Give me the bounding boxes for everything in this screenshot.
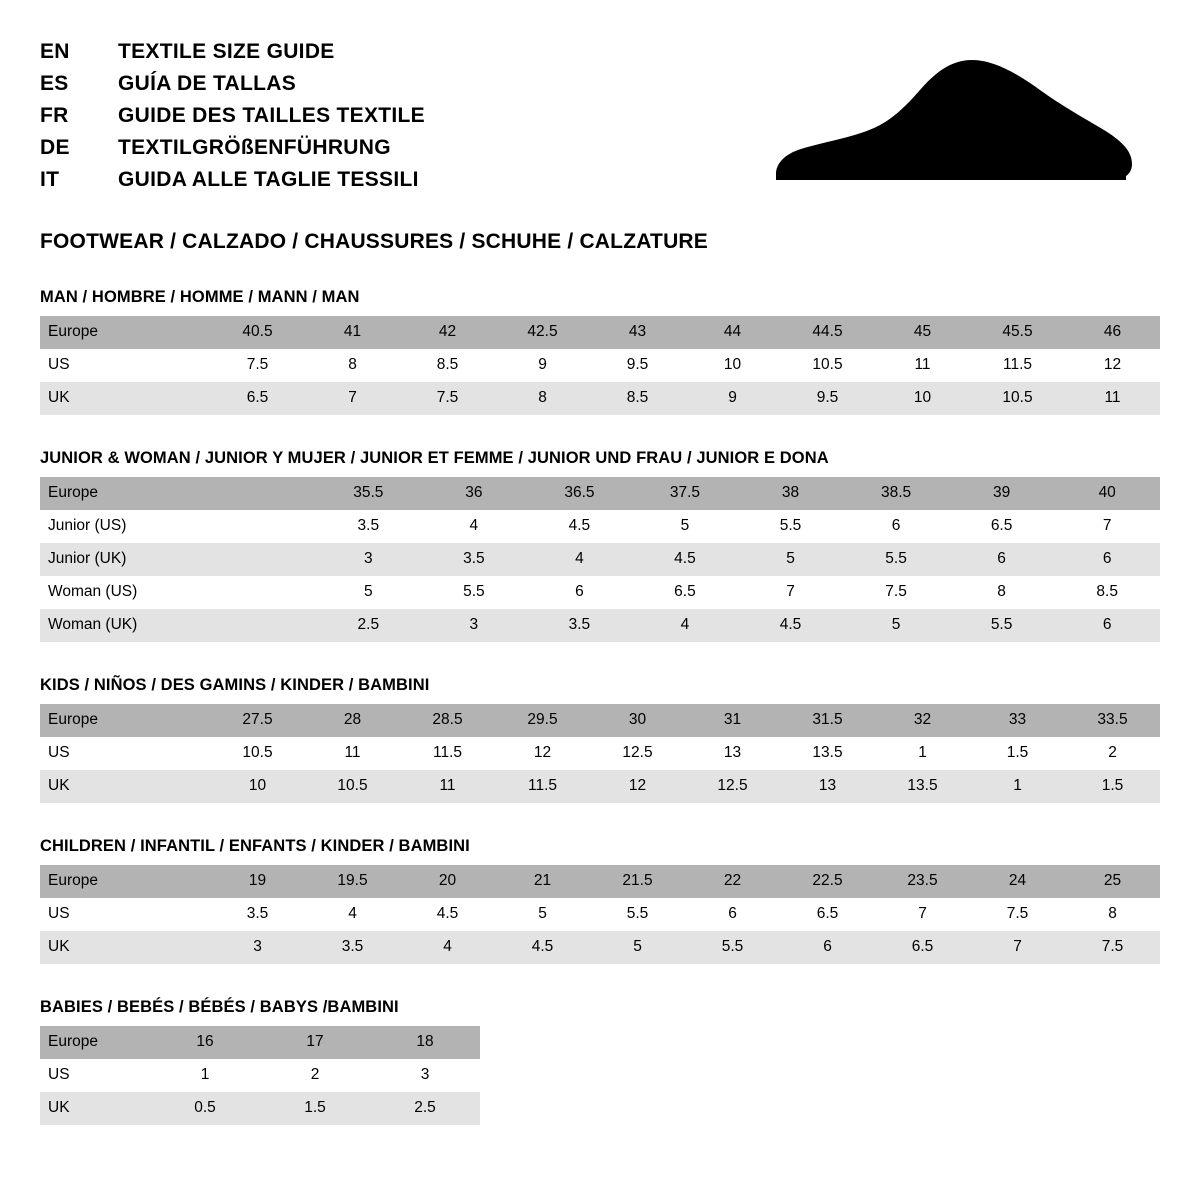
size-cell: 10.5	[210, 737, 305, 770]
size-cell: 10	[875, 382, 970, 415]
size-cell: 22.5	[780, 865, 875, 898]
size-cell: 5	[316, 576, 422, 609]
size-table	[40, 477, 1160, 642]
size-cell: 4.5	[527, 510, 633, 543]
size-cell: 46	[1065, 316, 1160, 349]
size-cell: 7	[305, 382, 400, 415]
row-label: UK	[40, 382, 210, 415]
size-cell: 7	[970, 931, 1065, 964]
category-title: FOOTWEAR / CALZADO / CHAUSSURES / SCHUHE / CALZATURE	[40, 229, 709, 253]
size-cell: 28	[305, 704, 400, 737]
size-cell: 1.5	[260, 1092, 370, 1125]
row-label: US	[40, 898, 210, 931]
size-cell: 11	[1065, 382, 1160, 415]
size-group	[40, 676, 1160, 803]
size-cell: 12	[1065, 349, 1160, 382]
size-cell: 6.5	[210, 382, 305, 415]
size-cell: 4	[421, 510, 527, 543]
row-label: Europe	[40, 477, 210, 510]
language-title: TEXTILE SIZE GUIDE	[118, 40, 335, 63]
size-tables-container	[40, 288, 1160, 1125]
size-cell: 9	[495, 349, 590, 382]
size-cell: 11.5	[495, 770, 590, 803]
size-cell: 23.5	[875, 865, 970, 898]
size-cell	[210, 576, 316, 609]
size-cell: 44.5	[780, 316, 875, 349]
size-table	[40, 704, 1160, 803]
size-cell: 6.5	[780, 898, 875, 931]
size-cell: 11	[400, 770, 495, 803]
size-cell: 25	[1065, 865, 1160, 898]
size-cell: 30	[590, 704, 685, 737]
language-code: EN	[40, 40, 70, 63]
size-cell: 42.5	[495, 316, 590, 349]
size-cell: 39	[949, 477, 1055, 510]
size-cell: 1	[150, 1059, 260, 1092]
row-label: US	[40, 737, 210, 770]
size-group-title: CHILDREN / INFANTIL / ENFANTS / KINDER / BAMBINI	[40, 836, 470, 855]
size-cell: 5.5	[843, 543, 949, 576]
table-row	[40, 316, 1160, 349]
size-cell: 6	[1054, 609, 1160, 642]
size-cell: 41	[305, 316, 400, 349]
size-cell: 6	[685, 898, 780, 931]
table-row	[40, 382, 1160, 415]
language-row	[40, 36, 425, 68]
size-cell: 33.5	[1065, 704, 1160, 737]
size-cell: 16	[150, 1026, 260, 1059]
size-cell: 6	[527, 576, 633, 609]
size-cell: 2	[1065, 737, 1160, 770]
size-cell: 20	[400, 865, 495, 898]
row-label: Junior (UK)	[40, 543, 210, 576]
size-cell: 10	[685, 349, 780, 382]
size-cell: 4.5	[738, 609, 844, 642]
size-group	[40, 998, 1160, 1125]
size-cell: 11.5	[400, 737, 495, 770]
size-cell: 3.5	[210, 898, 305, 931]
size-cell: 7.5	[843, 576, 949, 609]
size-cell: 24	[970, 865, 1065, 898]
size-cell: 2.5	[370, 1092, 480, 1125]
size-cell: 36	[421, 477, 527, 510]
table-row	[40, 543, 1160, 576]
size-cell: 8	[495, 382, 590, 415]
size-cell: 5	[590, 931, 685, 964]
table-row	[40, 1092, 480, 1125]
size-cell: 44	[685, 316, 780, 349]
size-cell: 7.5	[210, 349, 305, 382]
size-cell: 2.5	[316, 609, 422, 642]
size-cell	[210, 510, 316, 543]
language-row	[40, 132, 425, 164]
size-cell: 5.5	[685, 931, 780, 964]
language-code: DE	[40, 135, 70, 159]
size-cell: 45	[875, 316, 970, 349]
row-label: UK	[40, 931, 210, 964]
size-cell	[210, 609, 316, 642]
size-cell: 3.5	[421, 543, 527, 576]
size-cell: 31	[685, 704, 780, 737]
size-cell: 32	[875, 704, 970, 737]
size-cell: 13	[780, 770, 875, 803]
size-cell: 22	[685, 865, 780, 898]
size-cell: 40	[1054, 477, 1160, 510]
language-code: ES	[40, 71, 69, 95]
size-cell	[210, 477, 316, 510]
size-cell: 5.5	[590, 898, 685, 931]
size-cell: 21.5	[590, 865, 685, 898]
dress-shoe-icon	[774, 54, 1134, 184]
size-cell: 10.5	[780, 349, 875, 382]
row-label: Europe	[40, 1026, 150, 1059]
language-title: GUIDE DES TAILLES TEXTILE	[118, 103, 425, 127]
size-cell: 6.5	[949, 510, 1055, 543]
size-cell: 6	[949, 543, 1055, 576]
size-cell: 8.5	[1054, 576, 1160, 609]
table-row	[40, 1026, 480, 1059]
size-cell: 13	[685, 737, 780, 770]
language-row	[40, 68, 425, 100]
size-cell: 5.5	[421, 576, 527, 609]
language-row	[40, 100, 425, 132]
size-cell: 33	[970, 704, 1065, 737]
row-label: Europe	[40, 316, 210, 349]
size-cell: 19.5	[305, 865, 400, 898]
size-cell: 12	[590, 770, 685, 803]
size-cell: 5.5	[738, 510, 844, 543]
language-title: TEXTILGRÖßENFÜHRUNG	[118, 135, 391, 159]
size-cell: 8	[949, 576, 1055, 609]
language-title: GUÍA DE TALLAS	[118, 71, 297, 95]
size-cell: 18	[370, 1026, 480, 1059]
size-cell: 11	[305, 737, 400, 770]
row-label: Europe	[40, 704, 210, 737]
size-cell: 8	[305, 349, 400, 382]
size-cell: 12.5	[590, 737, 685, 770]
size-cell: 1	[970, 770, 1065, 803]
size-table	[40, 316, 1160, 415]
size-cell: 7	[875, 898, 970, 931]
size-cell: 1.5	[970, 737, 1065, 770]
page-header	[40, 36, 1160, 196]
size-cell: 38.5	[843, 477, 949, 510]
size-cell: 4	[527, 543, 633, 576]
size-cell: 7	[738, 576, 844, 609]
size-cell: 3	[370, 1059, 480, 1092]
row-label: UK	[40, 1092, 150, 1125]
size-cell: 5	[738, 543, 844, 576]
size-cell: 3	[316, 543, 422, 576]
row-label: Woman (UK)	[40, 609, 210, 642]
size-group-title: KIDS / NIÑOS / DES GAMINS / KINDER / BAMBINI	[40, 675, 430, 694]
row-label: UK	[40, 770, 210, 803]
row-label: Europe	[40, 865, 210, 898]
size-cell: 17	[260, 1026, 370, 1059]
table-row	[40, 576, 1160, 609]
size-cell: 7	[1054, 510, 1160, 543]
size-cell: 3.5	[316, 510, 422, 543]
size-cell: 42	[400, 316, 495, 349]
table-row	[40, 737, 1160, 770]
size-cell: 36.5	[527, 477, 633, 510]
size-cell: 6.5	[632, 576, 738, 609]
size-cell: 10	[210, 770, 305, 803]
size-group-title: BABIES / BEBÉS / BÉBÉS / BABYS /BAMBINI	[40, 997, 399, 1016]
size-group	[40, 837, 1160, 964]
size-cell: 1	[875, 737, 970, 770]
size-cell: 9.5	[780, 382, 875, 415]
size-group	[40, 449, 1160, 642]
size-cell: 9	[685, 382, 780, 415]
size-cell: 43	[590, 316, 685, 349]
size-cell: 5.5	[949, 609, 1055, 642]
language-code: FR	[40, 103, 69, 127]
size-group	[40, 288, 1160, 415]
size-cell: 7.5	[970, 898, 1065, 931]
size-cell: 31.5	[780, 704, 875, 737]
size-cell: 4	[305, 898, 400, 931]
language-code: IT	[40, 167, 60, 191]
size-cell: 13.5	[780, 737, 875, 770]
size-cell: 4.5	[400, 898, 495, 931]
size-cell: 28.5	[400, 704, 495, 737]
table-row	[40, 898, 1160, 931]
size-cell: 6.5	[875, 931, 970, 964]
size-cell: 5	[495, 898, 590, 931]
table-row	[40, 931, 1160, 964]
language-title: GUIDA ALLE TAGLIE TESSILI	[118, 167, 419, 191]
size-cell: 6	[843, 510, 949, 543]
size-cell: 3	[421, 609, 527, 642]
size-cell: 11.5	[970, 349, 1065, 382]
size-cell: 12.5	[685, 770, 780, 803]
size-cell	[210, 543, 316, 576]
size-cell: 8.5	[400, 349, 495, 382]
language-row	[40, 164, 425, 196]
table-row	[40, 1059, 480, 1092]
row-label: Woman (US)	[40, 576, 210, 609]
row-label: US	[40, 1059, 150, 1092]
size-cell: 27.5	[210, 704, 305, 737]
size-cell: 3	[210, 931, 305, 964]
size-cell: 13.5	[875, 770, 970, 803]
size-table	[40, 865, 1160, 964]
size-cell: 10.5	[305, 770, 400, 803]
size-cell: 3.5	[305, 931, 400, 964]
row-label: Junior (US)	[40, 510, 210, 543]
size-cell: 45.5	[970, 316, 1065, 349]
size-cell: 8	[1065, 898, 1160, 931]
size-cell: 2	[260, 1059, 370, 1092]
size-cell: 21	[495, 865, 590, 898]
size-cell: 10.5	[970, 382, 1065, 415]
table-row	[40, 865, 1160, 898]
table-row	[40, 770, 1160, 803]
size-cell: 4.5	[495, 931, 590, 964]
size-cell: 35.5	[316, 477, 422, 510]
size-group-title: JUNIOR & WOMAN / JUNIOR Y MUJER / JUNIOR ET FEMME / JUNIOR UND FRAU / JUNIOR E DONA	[40, 448, 829, 467]
size-table	[40, 1026, 480, 1125]
size-cell: 37.5	[632, 477, 738, 510]
table-row	[40, 609, 1160, 642]
size-cell: 19	[210, 865, 305, 898]
size-cell: 7.5	[1065, 931, 1160, 964]
size-cell: 9.5	[590, 349, 685, 382]
size-cell: 12	[495, 737, 590, 770]
size-cell: 1.5	[1065, 770, 1160, 803]
table-row	[40, 704, 1160, 737]
size-cell: 4	[400, 931, 495, 964]
size-cell: 7.5	[400, 382, 495, 415]
size-cell: 3.5	[527, 609, 633, 642]
table-row	[40, 477, 1160, 510]
table-row	[40, 349, 1160, 382]
size-cell: 11	[875, 349, 970, 382]
table-row	[40, 510, 1160, 543]
size-cell: 5	[843, 609, 949, 642]
size-cell: 5	[632, 510, 738, 543]
size-cell: 8.5	[590, 382, 685, 415]
size-cell: 38	[738, 477, 844, 510]
size-group-title: MAN / HOMBRE / HOMME / MANN / MAN	[40, 287, 360, 306]
row-label: US	[40, 349, 210, 382]
size-cell: 40.5	[210, 316, 305, 349]
language-list	[40, 36, 425, 196]
size-cell: 6	[1054, 543, 1160, 576]
size-cell: 0.5	[150, 1092, 260, 1125]
size-cell: 29.5	[495, 704, 590, 737]
size-cell: 4.5	[632, 543, 738, 576]
size-cell: 6	[780, 931, 875, 964]
size-cell: 4	[632, 609, 738, 642]
